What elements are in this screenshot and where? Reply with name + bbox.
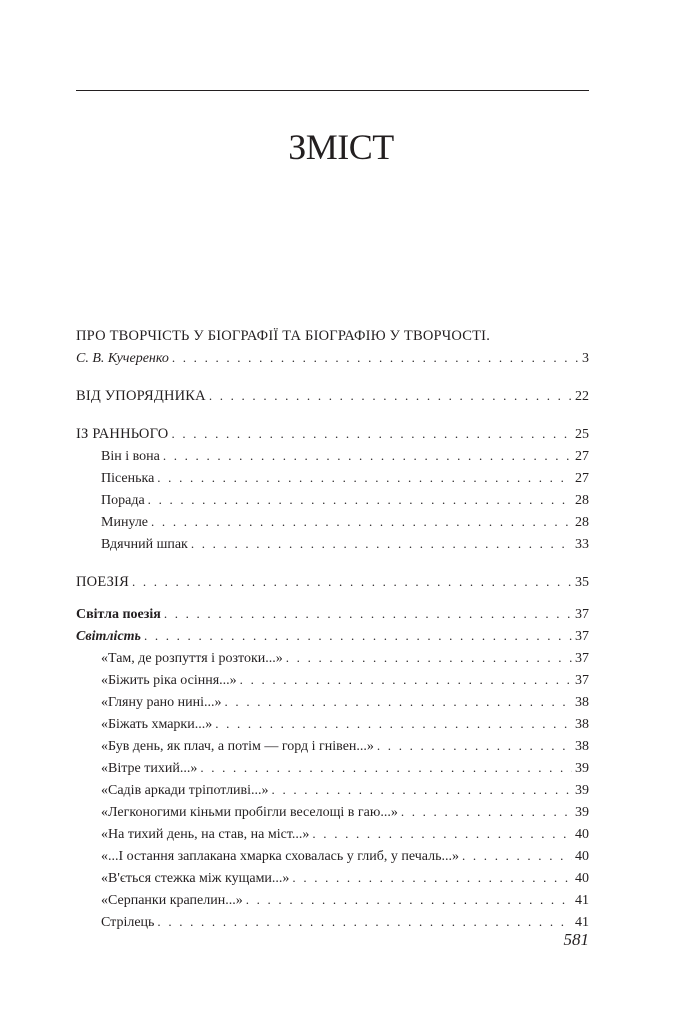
dot-leader (215, 713, 572, 735)
toc-entry-poem[interactable] (76, 845, 589, 867)
toc-entry-label: «Садів аркади тріпотливі...» (101, 783, 269, 798)
toc-entry-label: «На тихий день, на став, на міст...» (101, 827, 310, 842)
toc-entry-intro-author[interactable] (76, 347, 589, 369)
dot-leader (240, 669, 572, 691)
toc-entry-poem[interactable] (76, 889, 589, 911)
dot-leader (191, 533, 572, 555)
dot-leader (462, 845, 572, 867)
toc-entry-page: 37 (575, 673, 589, 688)
toc-entry-poetry[interactable] (76, 571, 589, 593)
toc-entry-early-item[interactable] (76, 511, 589, 533)
toc-entry-label: Пісенька (101, 471, 155, 486)
dot-leader (292, 867, 572, 889)
toc-entry-page: 39 (575, 805, 589, 820)
toc-entry-label: «Серпанки крапелин...» (101, 893, 243, 908)
toc-entry-label: Світлість (76, 629, 141, 644)
toc-entry-page: 35 (575, 575, 589, 590)
toc-entry-page: 41 (575, 915, 589, 930)
dot-leader (163, 445, 572, 467)
toc-entry-page: 40 (575, 827, 589, 842)
toc-entry-page: 22 (575, 389, 589, 404)
toc-entry-page: 39 (575, 761, 589, 776)
dot-leader (286, 647, 572, 669)
toc-entry-label: Світла поезія (76, 607, 161, 622)
toc-entry-page: 28 (575, 493, 589, 508)
dot-leader (200, 757, 572, 779)
dot-leader (171, 423, 572, 445)
toc-entry-poem[interactable] (76, 867, 589, 889)
dot-leader (312, 823, 572, 845)
dot-leader (148, 489, 572, 511)
toc-entry-label: ПОЕЗІЯ (76, 574, 129, 590)
toc-entry-early[interactable] (76, 423, 589, 445)
toc-entry-poem[interactable] (76, 757, 589, 779)
toc-entry-poem[interactable] (76, 691, 589, 713)
page-number: 581 (563, 930, 589, 949)
dot-leader (272, 779, 572, 801)
toc-entry-poem[interactable] (76, 669, 589, 691)
dot-leader (225, 691, 572, 713)
table-of-contents (76, 325, 589, 933)
toc-entry-early-item[interactable] (76, 533, 589, 555)
toc-entry-label: ІЗ РАННЬОГО (76, 426, 169, 442)
toc-entry-page: 28 (575, 515, 589, 530)
dot-leader (172, 347, 579, 369)
toc-entry-label: С. В. Кучеренко (76, 351, 169, 366)
toc-entry-early-item[interactable] (76, 467, 589, 489)
toc-entry-page: 40 (575, 871, 589, 886)
toc-entry-page: 37 (575, 651, 589, 666)
toc-entry-page: 38 (575, 739, 589, 754)
toc-entry-label: ВІД УПОРЯДНИКА (76, 388, 206, 404)
toc-entry-page: 33 (575, 537, 589, 552)
dot-leader (151, 511, 572, 533)
toc-entry-page: 37 (575, 629, 589, 644)
toc-entry-poem[interactable] (76, 801, 589, 823)
toc-entry-poem[interactable] (76, 735, 589, 757)
toc-entry-page: 40 (575, 849, 589, 864)
dot-leader (164, 603, 572, 625)
toc-entry-poem[interactable] (76, 779, 589, 801)
dot-leader (157, 911, 572, 933)
toc-entry-label: «Був день, як плач, а потім — горд і гнівен...» (101, 739, 374, 754)
toc-entry-page: 3 (582, 351, 589, 366)
toc-entry-poetry-subsection[interactable] (76, 625, 589, 647)
toc-entry-poem[interactable] (76, 647, 589, 669)
toc-entry-page: 38 (575, 695, 589, 710)
dot-leader (209, 385, 572, 407)
toc-entry-poem[interactable] (76, 911, 589, 933)
toc-entry-page: 41 (575, 893, 589, 908)
toc-entry-page: 39 (575, 783, 589, 798)
toc-entry-label: «Біжить ріка осіння...» (101, 673, 237, 688)
toc-entry-page: 27 (575, 471, 589, 486)
toc-entry-editor[interactable] (76, 385, 589, 407)
toc-entry-page: 38 (575, 717, 589, 732)
dot-leader (132, 571, 572, 593)
dot-leader (401, 801, 572, 823)
toc-entry-intro-title: ПРО ТВОРЧІСТЬ У БІОГРАФІЇ ТА БІОГРАФІЮ У ТВОРЧОСТІ. (76, 328, 491, 344)
toc-entry-label: Вдячний шпак (101, 537, 188, 552)
toc-entry-label: «Гляну рано нині...» (101, 695, 222, 710)
toc-entry-page: 37 (575, 607, 589, 622)
dot-leader (377, 735, 572, 757)
toc-entry-label: «Легконогими кіньми пробігли веселощі в гаю...» (101, 805, 398, 820)
dot-leader (144, 625, 572, 647)
page-title: ЗМІСТ (288, 127, 394, 167)
toc-entry-label: «В'ється стежка між кущами...» (101, 871, 290, 886)
toc-entry-label: «Біжать хмарки...» (101, 717, 213, 732)
toc-entry-label: «...І остання заплакана хмарка сховалась у глиб, у печаль...» (101, 849, 459, 864)
toc-entry-label: «Там, де розпуття і розтоки...» (101, 651, 283, 666)
dot-leader (157, 467, 572, 489)
toc-entry-page: 25 (575, 427, 589, 442)
toc-entry-label: Минуле (101, 515, 149, 530)
toc-entry-early-item[interactable] (76, 445, 589, 467)
toc-entry-poem[interactable] (76, 823, 589, 845)
toc-entry-label: Стрілець (101, 915, 155, 930)
top-rule (76, 90, 589, 91)
toc-entry-label: Він і вона (101, 449, 160, 464)
toc-entry-label: Порада (101, 493, 145, 508)
dot-leader (246, 889, 572, 911)
toc-entry-label: «Вітре тихий...» (101, 761, 198, 776)
toc-entry-poetry-section[interactable] (76, 603, 589, 625)
toc-entry-page: 27 (575, 449, 589, 464)
toc-entry-early-item[interactable] (76, 489, 589, 511)
toc-entry-poem[interactable] (76, 713, 589, 735)
